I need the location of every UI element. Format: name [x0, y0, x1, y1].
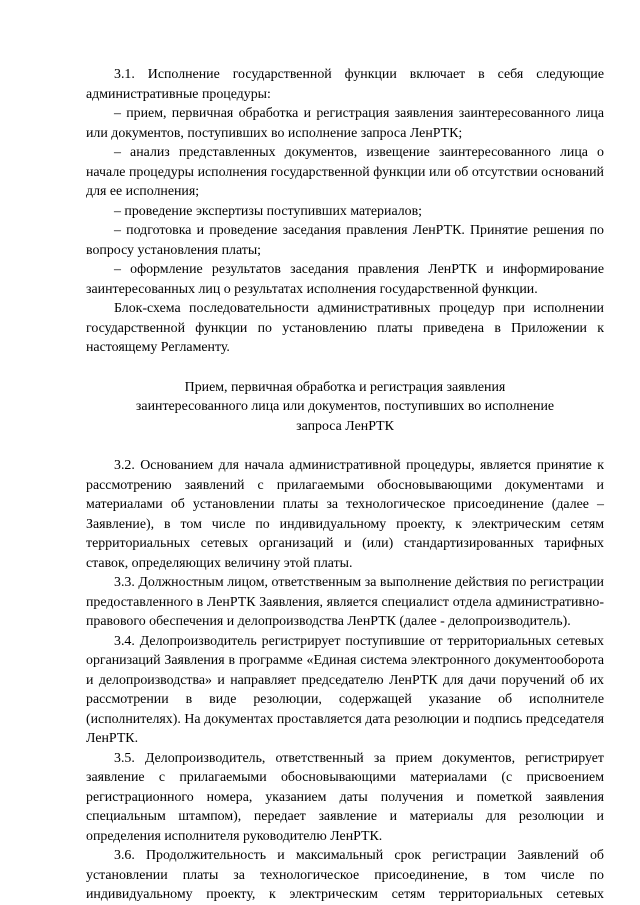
list-item: – проведение экспертизы поступивших материалов; — [114, 203, 423, 219]
paragraph-3-4: 3.4. Делопроизводитель регистрирует поступившие от территориальных сетевых организаций Заявления в программе «Единая система электронного документооборота и делопроизводства» и направляет председателю ЛенРТК для дачи поручений об их рассмотрении в виде резолюции, содержащей указание об исполнителе (исполнителях). На документах проставляется дата резолюции и подпись председателя ЛенРТК. — [86, 633, 604, 746]
list-item: – оформление результатов заседания правления ЛенРТК и информирование заинтересованных лиц о результатах исполнения государственной функции. — [86, 262, 604, 297]
heading-line: Прием, первичная обработка и регистрация заявления — [184, 379, 506, 395]
list-item: – прием, первичная обработка и регистрация заявления заинтересованного лица или документов, поступивших во исполнение запроса ЛенРТК; — [86, 106, 604, 141]
paragraph-3-3: 3.3. Должностным лицом, ответственным за выполнение действия по регистрации предоставленного в ЛенРТК Заявления, является специалист отдела административно-правового обеспечения и делопроизводства ЛенРТК (далее - делопроизводитель). — [86, 575, 604, 629]
paragraph-3-5: 3.5. Делопроизводитель, ответственный за прием документов, регистрирует заявление с прилагаемыми обосновывающими материалами (с присвоением регистрационного номера, указанием даты получения и пометкой заявления специальным штампом), передает заявление и материалы для резолюции и определения исполнителя руководителю ЛенРТК. — [86, 750, 604, 844]
heading-line: заинтересованного лица или документов, поступивших во исполнение — [135, 399, 555, 414]
paragraph-3-2: 3.2. Основанием для начала административной процедуры, является принятие к рассмотрению заявлений с прилагаемыми обосновывающими документами и материалами об установлении платы за технологическое присоединение (далее – Заявление), в том числе по индивидуальному проекту, к электрическим сетям территориальных сетевых организаций и (или) стандартизированных тарифных ставок, определяющих величину этой платы. — [86, 458, 604, 571]
paragraph-3-6: 3.6. Продолжительность и максимальный срок регистрации Заявлений об установлении платы за технологическое присоединение, в том числе по индивидуальному проекту, к электрическим сетям территориальных сетевых — [86, 848, 604, 902]
list-item: – анализ представленных документов, извещение заинтересованного лица о начале процедуры исполнения государственной функции или об отсутствии оснований для ее исполнения; — [86, 145, 604, 199]
list-item: – подготовка и проведение заседания правления ЛенРТК. Принятие решения по вопросу установления платы; — [86, 223, 604, 258]
paragraph-3-1: 3.1. Исполнение государственной функции включает в себя следующие административные процедуры: — [86, 67, 604, 102]
paragraph-scheme: Блок-схема последовательности административных процедур при исполнении государственной функции по установлению платы приведена в Приложении к настоящему Регламенту. — [86, 301, 604, 355]
heading-line: запроса ЛенРТК — [296, 418, 394, 434]
section-heading — [86, 378, 604, 437]
